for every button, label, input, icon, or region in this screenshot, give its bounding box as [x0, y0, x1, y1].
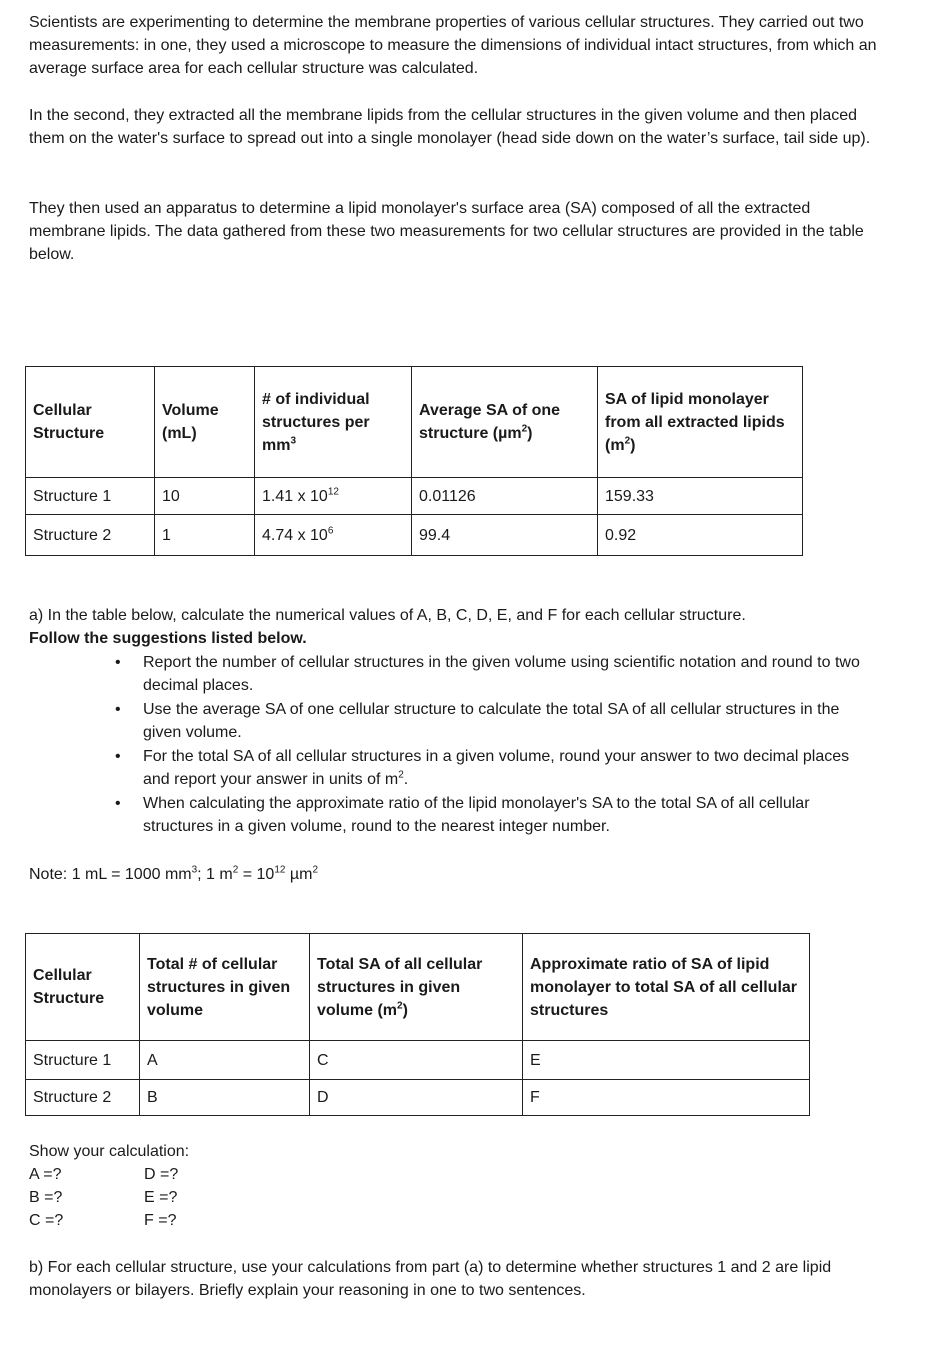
- calc-f: F =?: [144, 1212, 177, 1229]
- cell-monolayer-sa: 0.92: [598, 515, 803, 556]
- bullet-icon: •: [115, 701, 121, 718]
- answer-table: [25, 933, 810, 1116]
- header-cellular-structure: Cellular Structure: [26, 934, 140, 1041]
- list-item: • Report the number of cellular structures in the given volume using scientific notation and round to two decimal places.: [114, 651, 878, 697]
- header-cellular-structure: Cellular Structure: [26, 367, 155, 478]
- part-a-prompt: a) In the table below, calculate the numerical values of A, B, C, D, E, and F for each cellular structure.: [29, 607, 746, 624]
- suggestion-list: [114, 651, 878, 839]
- cell-volume: 10: [155, 478, 255, 515]
- table-row: [26, 1080, 810, 1116]
- header-average-sa: Average SA of one structure (µm$^2$): [412, 367, 598, 478]
- bullet-icon: •: [115, 748, 121, 765]
- answer-table-header-row: [26, 934, 810, 1041]
- calc-e: E =?: [144, 1189, 178, 1206]
- calc-c: C =?: [29, 1212, 64, 1229]
- intro-paragraph-1: Scientists are experimenting to determine the membrane properties of various cellular structures. They carried out two measurements: in one, they used a microscope to measure the dimensions of individual intact structures, from which an average surface area for each cellular structure was calculated.: [29, 14, 877, 77]
- list-item: • Use the average SA of one cellular structure to calculate the total SA of all cellular structures in the given volume.: [114, 698, 878, 744]
- header-structures-per-mm3: # of individual structures per $mm^3$: [255, 367, 412, 478]
- cell-count-per-mm3: 4.74 x $10^6$: [255, 515, 412, 556]
- header-approximate-ratio: Approximate ratio of SA of lipid monolayer to total SA of all cellular structures: [523, 934, 810, 1041]
- calc-d: D =?: [144, 1166, 179, 1183]
- part-b-prompt: b) For each cellular structure, use your calculations from part (a) to determine whether structures 1 and 2 are lipid monolayers or bilayers. Briefly explain your reasoning in one to two sentences.: [29, 1259, 832, 1299]
- cell-monolayer-sa: 159.33: [598, 478, 803, 515]
- intro-paragraph-2: In the second, they extracted all the membrane lipids from the cellular structures in the given volume and then placed them on the water's surface to spread out into a single monolayer (head side down on the water’s surface, tail side up).: [29, 107, 871, 147]
- cell-total-sa: D: [310, 1080, 523, 1116]
- cell-total-structures: B: [140, 1080, 310, 1116]
- cell-structure-name: Structure 1: [26, 478, 155, 515]
- cell-volume: 1: [155, 515, 255, 556]
- table-row: [26, 515, 803, 556]
- table-row: [26, 478, 803, 515]
- cell-structure-name: Structure 1: [26, 1041, 140, 1080]
- header-total-structures: Total # of cellular structures in given volume: [140, 934, 310, 1041]
- calc-a: A =?: [29, 1166, 62, 1183]
- calculation-title: Show your calculation:: [29, 1143, 190, 1160]
- header-lipid-monolayer-sa: SA of lipid monolayer from all extracted lipids $(m^2)$: [598, 367, 803, 478]
- data-table: [25, 366, 803, 556]
- cell-total-structures: A: [140, 1041, 310, 1080]
- cell-total-sa: C: [310, 1041, 523, 1080]
- bullet-icon: •: [115, 654, 121, 671]
- cell-ratio: E: [523, 1041, 810, 1080]
- calc-b: B =?: [29, 1189, 63, 1206]
- part-a-follow-instruction: Follow the suggestions listed below.: [29, 630, 307, 647]
- table-row: [26, 1041, 810, 1080]
- header-volume: Volume (mL): [155, 367, 255, 478]
- cell-count-per-mm3: 1.41 x $10^{12}$: [255, 478, 412, 515]
- data-table-header-row: [26, 367, 803, 478]
- intro-paragraph-3: They then used an apparatus to determine a lipid monolayer's surface area (SA) composed of all the extracted membrane lipids. The data gathered from these two measurements for two cellular structures are provided in the table below.: [29, 200, 864, 263]
- cell-ratio: F: [523, 1080, 810, 1116]
- list-item: • When calculating the approximate ratio of the lipid monolayer's SA to the total SA of all cellular structures in a given volume, round to the nearest integer number.: [114, 792, 878, 838]
- list-item: • For the total SA of all cellular structures in a given volume, round your answer to two decimal places and report your answer in units of $m^2$.: [114, 745, 878, 791]
- cell-structure-name: Structure 2: [26, 515, 155, 556]
- cell-average-sa: 99.4: [412, 515, 598, 556]
- cell-average-sa: 0.01126: [412, 478, 598, 515]
- unit-conversion-note: Note: 1 mL = 1000 $mm^3$; 1 $m^2 = 10^{12}$ µm$^2$: [29, 864, 318, 883]
- header-total-sa: Total SA of all cellular structures in given volume $(m^2)$: [310, 934, 523, 1041]
- bullet-icon: •: [115, 795, 121, 812]
- cell-structure-name: Structure 2: [26, 1080, 140, 1116]
